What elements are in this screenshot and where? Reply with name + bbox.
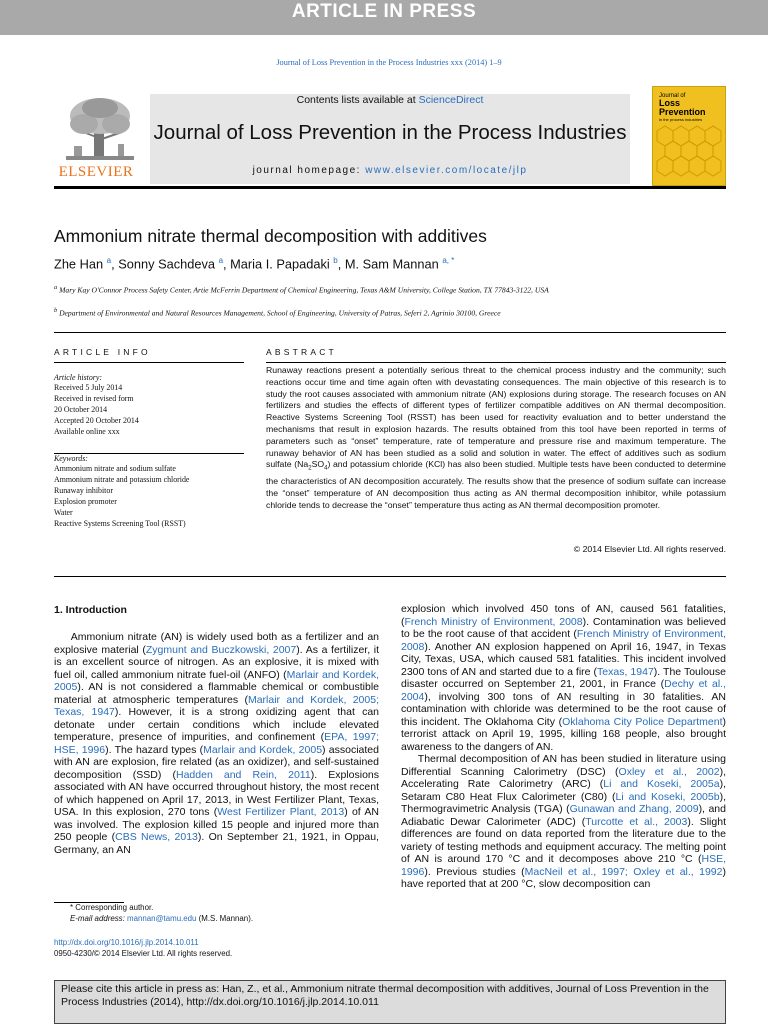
author-name[interactable]: Sonny Sachdeva bbox=[118, 256, 215, 272]
article-title: Ammonium nitrate thermal decomposition with additives bbox=[54, 226, 487, 246]
citation-link[interactable]: Gunawan and Zhang, 2009 bbox=[569, 803, 699, 815]
body-paragraph bbox=[401, 603, 726, 753]
citation-link[interactable]: CBS News, 2013 bbox=[115, 831, 198, 843]
abstract-rule bbox=[266, 362, 726, 363]
body-text: ). Contamination was believed to be the root cause of that accident ( bbox=[401, 615, 726, 640]
body-text: ) associated with AN are explosion, fire related (as an oxidizer), and self-sustained decomposition (SSD) ( bbox=[54, 743, 379, 781]
tree-icon bbox=[54, 94, 146, 164]
citation-link[interactable]: Hadden and Rein, 2011 bbox=[176, 768, 311, 781]
author-affil-mark[interactable]: b bbox=[333, 256, 338, 265]
keywords-label: Keywords: bbox=[54, 454, 88, 463]
author-affil-mark[interactable]: a, * bbox=[442, 256, 455, 265]
history-line: Received 5 July 2014 bbox=[54, 383, 123, 392]
author-affil-mark[interactable]: a bbox=[106, 256, 112, 265]
citation-link[interactable]: West Fertilizer Plant, 2013 bbox=[217, 806, 345, 818]
body-text: ). As a fertilizer, it is an excellent source of nitrogen. As an explosive, it is mixed with fuel oil, called ammonium nitrate fuel-oil (ANFO) ( bbox=[54, 643, 379, 681]
body-paragraph bbox=[401, 753, 726, 891]
keyword: Reactive Systems Screening Tool (RSST) bbox=[54, 519, 186, 528]
body-text: ). However, it is a strong oxidizing agent that can detonate under certain conditions which include elevated temperature, presence of impurities, and confinement ( bbox=[54, 706, 379, 743]
cover-line-2: Loss bbox=[659, 98, 681, 108]
citation-link[interactable]: Oklahoma City Police Department bbox=[562, 715, 723, 728]
citation-link[interactable]: HSE, 1996 bbox=[401, 853, 726, 878]
email-line bbox=[70, 914, 253, 925]
email-suffix: (M.S. Mannan). bbox=[196, 913, 254, 923]
journal-citation-link[interactable]: Journal of Loss Prevention in the Process Industries xxx (2014) 1–9 bbox=[276, 58, 502, 67]
citation-link[interactable]: Zygmunt and Buczkowski, 2007 bbox=[145, 643, 297, 656]
author-list: Zhe Han $^a$, Sonny Sachdeva $^a$, Maria I. Papadaki $^b$, M. Sam Mannan $^{a, *}$ bbox=[54, 256, 455, 272]
footnote bbox=[70, 903, 253, 924]
citation-link[interactable]: Li and Koseki, 2005b bbox=[615, 790, 720, 803]
citation-link[interactable]: Li and Koseki, 2005a bbox=[603, 778, 720, 790]
body-text: ), and Adiabatic Dewar Calorimeter (ADC) ( bbox=[401, 803, 726, 828]
body-text: ), involving 300 tons of AN resulting in 30 fatalities. AN contamination with chloride was determined to be the root cause of this incident. The Oklahoma City ( bbox=[401, 690, 726, 728]
body-text: ). Previous studies ( bbox=[424, 865, 525, 878]
journal-cover-image bbox=[653, 87, 725, 185]
citation-link[interactable]: Oxley et al., 2002 bbox=[618, 765, 720, 778]
affiliation-text: Department of Environmental and Natural Resources Management, School of Engineering, University of Patras, Seferi 2, Agrinio 30100, Greece bbox=[59, 308, 501, 318]
citation-link[interactable]: Marlair and Kordek, 2005; Texas, 1947 bbox=[54, 693, 379, 718]
abstract-body bbox=[266, 365, 726, 511]
citation-link[interactable]: French Ministry of Environment, 2008 bbox=[401, 628, 727, 653]
email-label: E-mail address: bbox=[70, 913, 128, 923]
email-link[interactable]: mannan@tamu.edu bbox=[127, 913, 197, 923]
affiliation-b bbox=[54, 305, 654, 319]
doi-link[interactable]: http://dx.doi.org/10.1016/j.jlp.2014.10.011 bbox=[54, 938, 199, 947]
body-paragraph bbox=[54, 631, 379, 856]
abstract-subscript: 2 bbox=[308, 466, 312, 473]
keyword: Runaway inhibitor bbox=[54, 486, 113, 495]
author-name[interactable]: M. Sam Mannan bbox=[344, 256, 439, 272]
citation-text: Please cite this article in press as: Han, Z., et al., Ammonium nitrate thermal decomposition with additives, Journal of Loss Prevention in the Process Industries (2014), http://dx.doi.org/10.1016/j.jlp.2014.10.011 bbox=[61, 983, 709, 1008]
history-line: Received in revised form bbox=[54, 394, 134, 403]
homepage-prefix: journal homepage: bbox=[252, 165, 366, 176]
citation-link[interactable]: Turcotte et al., 2003 bbox=[585, 815, 688, 828]
citation-link[interactable]: EPA, 1997; HSE, 1996 bbox=[54, 731, 379, 756]
article-in-press-banner: ARTICLE IN PRESS bbox=[0, 0, 768, 35]
sciencedirect-link[interactable]: ScienceDirect bbox=[418, 94, 484, 106]
citation-link[interactable]: Dechy et al., 2004 bbox=[401, 678, 726, 703]
affiliation-text: Mary Kay O'Connor Process Safety Center, Artie McFerrin Department of Chemical Engineering, Texas A&M University, College Station, TX 77843-3122, USA bbox=[59, 285, 549, 295]
journal-homepage bbox=[150, 165, 630, 176]
doi-block bbox=[54, 938, 232, 959]
body-text: ), Thermogravimetric Analysis (TGA) ( bbox=[401, 790, 727, 815]
journal-masthead bbox=[54, 94, 726, 184]
abstract-text: ) and potassium chloride (KCl) has also been studied. Multiple tests have been conducted to determine the characteristics of AN decomposition accurately. The results show that the presence of sodium sulfate can increase the “onset” temperature of AN decomposition thus acting as AN thermal decomposition inhibitor, while potassium chloride tends to decrease the “onset” temperature thus acting as AN thermal decomposition promoter. bbox=[266, 459, 726, 510]
citation-link[interactable]: French Ministry of Environment, 2008 bbox=[404, 615, 583, 628]
citation-link[interactable]: Marlair and Kordek, 2005 bbox=[54, 668, 379, 693]
corresponding-author-note: * Corresponding author. bbox=[70, 903, 154, 912]
affiliation-mark: a bbox=[54, 284, 58, 291]
affiliation-mark: b bbox=[54, 307, 58, 314]
keyword: Explosion promoter bbox=[54, 497, 117, 506]
cover-line-3: Prevention bbox=[659, 107, 706, 117]
body-text: ), Accelerating Rate Calorimetry (ARC) ( bbox=[401, 765, 726, 790]
body-text: ). The hazard types ( bbox=[105, 743, 204, 756]
cover-line-4: in the process industries bbox=[659, 117, 703, 122]
body-column-left bbox=[54, 631, 379, 856]
body-text: Ammonium nitrate (AN) is widely used both as a fertilizer and an explosive material ( bbox=[54, 631, 379, 656]
affiliation-a bbox=[54, 282, 654, 296]
abstract-heading: ABSTRACT bbox=[266, 347, 337, 357]
elsevier-tree-logo[interactable] bbox=[54, 94, 146, 184]
body-text: ). Another AN explosion happened on April 16, 1947, in Texas City, Texas, USA, which caused 581 fatalities. This incident involved 2300 tons of AN and started due to a fire ( bbox=[401, 640, 726, 678]
article-info-heading: ARTICLE INFO bbox=[54, 347, 151, 357]
author-name[interactable]: Maria I. Papadaki bbox=[230, 256, 330, 272]
abstract-text: Runaway reactions present a potentially serious threat to the chemical process industry and the community; such reactions occur time and time again often with devastating consequences. The main objective of this research is to study the root causes associated with ammonium nitrate (AN) explosions during storage. The research focuses on AN fertilizers and studies the effects of different types of fertilizer compatible additives on AN thermal decomposition. Reactive Systems Screening Tool (RSST) has been used for reactivity evaluation and to better understand the mechanisms that result in explosion hazards. The results obtained from this tool have been reported in terms of parameters such as “onset” temperature, rate of temperature and pressure rise and maximum temperature. The runaway behavior of AN has been studied as a solid and solution in water. The effect of additives such as sodium sulfate (Na bbox=[266, 365, 726, 470]
contents-line bbox=[150, 94, 630, 106]
history-label: Article history: bbox=[54, 373, 102, 382]
masthead-rule bbox=[54, 186, 726, 189]
body-column-right bbox=[401, 603, 726, 891]
section-rule bbox=[54, 576, 726, 577]
issn-copyright: 0950-4230/© 2014 Elsevier Ltd. All rights reserved. bbox=[54, 948, 233, 958]
journal-title: Journal of Loss Prevention in the Process Industries bbox=[153, 121, 627, 144]
body-text: ). The Toulouse disaster occurred on September 21, 2001, in France ( bbox=[401, 665, 726, 690]
abstract-text: SO bbox=[311, 459, 325, 470]
journal-cover-thumbnail[interactable] bbox=[652, 86, 726, 186]
publisher-name: ELSEVIER bbox=[58, 164, 134, 180]
history-line: Accepted 20 October 2014 bbox=[54, 416, 139, 425]
body-text: ). Explosions associated with AN have occurred throughout history, the most recent of which happened on April 17, 2013, in West Fertilizer Plant, Texas, USA. In this explosion, 270 tons ( bbox=[54, 768, 379, 818]
body-text: ) have reported that at 200 °C, slow decomposition can bbox=[401, 865, 726, 890]
body-text: ). Slight differences are found on data reported from the literature due to the variety of testing methods and equipment accuracy. The melting point of AN is around 170 °C and it decomposes above 210 °C ( bbox=[401, 815, 726, 865]
history-line: Available online xxx bbox=[54, 427, 120, 436]
citation-link[interactable]: MacNeil et al., 1997; Oxley et al., 1992 bbox=[524, 865, 723, 878]
copyright-notice: © 2014 Elsevier Ltd. All rights reserved. bbox=[573, 544, 726, 554]
citation-link[interactable]: Texas, 1947 bbox=[597, 665, 654, 678]
body-text: ), Setaram C80 Heat Flux Calorimeter (C80) ( bbox=[401, 778, 726, 803]
keyword: Ammonium nitrate and potassium chloride bbox=[54, 475, 190, 484]
body-text: ). On September 21, 1921, in Oppau, Germany, an AN bbox=[54, 831, 379, 856]
section-heading: 1. Introduction bbox=[54, 604, 127, 616]
body-text: ) of AN was involved. The explosion killed 15 people and injured more than 250 people ( bbox=[54, 806, 379, 843]
contents-prefix: Contents lists available at bbox=[296, 94, 419, 106]
section-rule bbox=[54, 332, 726, 333]
homepage-link[interactable]: www.elsevier.com/locate/jlp bbox=[365, 165, 528, 176]
author-name[interactable]: Zhe Han bbox=[54, 256, 104, 272]
body-text: ) terrorist attack on April 19, 1995, killing 168 people, also brought awareness to the dangers of AN. bbox=[401, 715, 726, 753]
body-text: ). AN is not considered a flammable chemical or combustible material at atmospheric temperatures ( bbox=[54, 681, 379, 706]
journal-header-box bbox=[150, 94, 630, 184]
body-text: explosion which involved 450 tons of AN, caused 561 fatalities, ( bbox=[401, 603, 726, 628]
author-affil-mark[interactable]: a bbox=[218, 256, 224, 265]
article-info-rule bbox=[54, 362, 244, 363]
cover-line-1: Journal of bbox=[659, 93, 686, 99]
citation-link[interactable]: Marlair and Kordek, 2005 bbox=[203, 743, 323, 756]
abstract-subscript: 4 bbox=[324, 466, 328, 473]
history-line: 20 October 2014 bbox=[54, 405, 108, 414]
keyword: Water bbox=[54, 508, 73, 517]
body-text: Thermal decomposition of AN has been studied in literature using Differential Scanning Calorimetry (DSC) ( bbox=[401, 753, 726, 778]
citation-box bbox=[54, 980, 726, 1024]
keyword: Ammonium nitrate and sodium sulfate bbox=[54, 464, 176, 473]
